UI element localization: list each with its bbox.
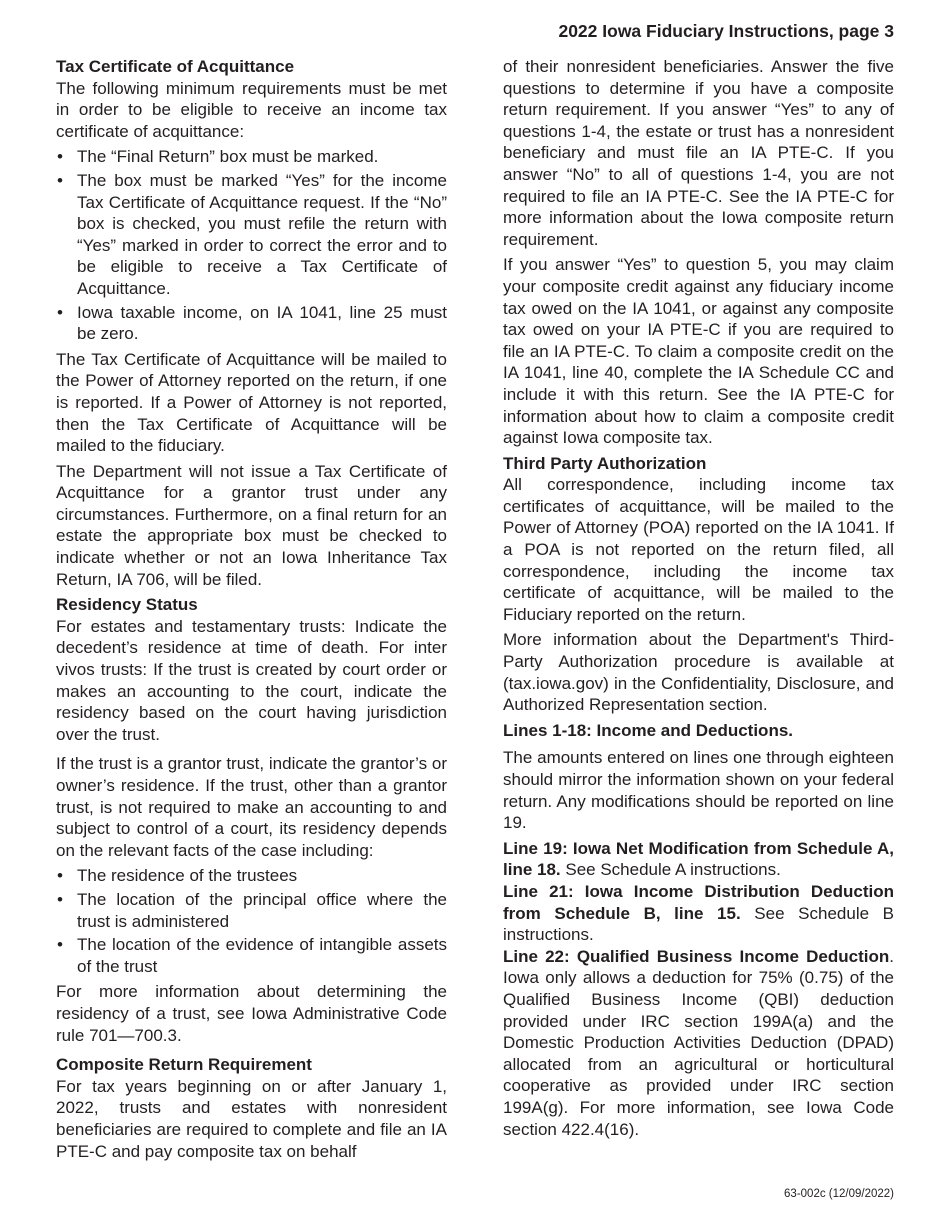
composite-paragraph: For tax years beginning on or after January 1, 2022, trusts and estates with nonresident beneficiaries are required to complete and file an IA PTE-C and pay composite tax on behalf [56, 1076, 447, 1161]
residency-grantor-paragraph: If the trust is a grantor trust, indicate the grantor’s or owner’s residence. If the trust, other than a grantor trust, is not required to make an accounting to and subject to control of a court, its residency depends on the relevant facts of the case including: [56, 754, 447, 860]
list-item: • The “Final Return” box must be marked. [77, 146, 447, 168]
residency-estates-paragraph: For estates and testamentary trusts: Indicate the decedent’s residence at time of death. For inter vivos trusts: If the trust is created by court order or makes an accounting to the court, indicate the residency based on the court having jurisdiction over the trust. [56, 616, 447, 744]
third-party-more-info: More information about the Department's Third-Party Authorization procedure is available at (tax.iowa.gov) in the Confidentiality, Disclosure, and Authorized Representation section. [503, 630, 894, 715]
line-22-label: Line 22: Qualified Business Income Deduction [503, 946, 890, 966]
page-header: 2022 Iowa Fiduciary Instructions, page 3 [558, 21, 894, 41]
list-item: • Iowa taxable income, on IA 1041, line 25 must be zero. [77, 302, 447, 345]
composite-continued: of their nonresident beneficiaries. Answer the five questions to determine if you have a composite return requirement. If you answer “Yes” to any of questions 1-4, the estate or trust has a nonresident beneficiary and must file an IA PTE-C. If you answer “No” to all of questions 1-4, you are not required to file an IA PTE-C. See the IA PTE-C for more information about the Iowa composite return requirement. [503, 57, 894, 249]
lines-1-18-heading: Lines 1-18: Income and Deductions. [503, 720, 794, 740]
tca-intro: The following minimum requirements must be met in order to be eligible to receive an income tax certificate of acquittance: [56, 78, 447, 141]
composite-heading: Composite Return Requirement [56, 1055, 312, 1075]
tca-grantor-paragraph: The Department will not issue a Tax Certificate of Acquittance for a grantor trust under any circumstances. Furthermore, on a final return for an estate the appropriate box must be checked to indicate whether or not an Iowa Inheritance Tax Return, IA 706, will be filed. [56, 461, 447, 589]
form-id-footer: 63-002c (12/09/2022) [784, 1188, 894, 1200]
list-item: • The box must be marked “Yes” for the income Tax Certificate of Acquittance request. If the “No” box is checked, you must refile the return with “Yes” marked in order to correct the error and to be eligible to receive a Tax Certificate of Acquittance. [77, 170, 447, 300]
line-21-paragraph [503, 881, 894, 946]
left-column [56, 56, 447, 1166]
line-22-paragraph [503, 946, 894, 1140]
residency-heading: Residency Status [56, 595, 198, 615]
line-21-text: See Schedule B instructions. [503, 903, 894, 945]
tca-requirements-list [56, 146, 447, 344]
line-21-label: Line 21: Iowa Income Distribution Deduction from Schedule B, line 15. [503, 881, 894, 923]
list-item: • The residence of the trustees [77, 865, 447, 887]
tca-heading: Tax Certificate of Acquittance [56, 57, 295, 76]
line-19-text: See Schedule A instructions. [560, 860, 781, 880]
composite-credit-paragraph: If you answer “Yes” to question 5, you may claim your composite credit against any fiduciary income tax owed on the IA 1041, or against any composite tax owed on your IA PTE-C if you are required to file an IA PTE-C. To claim a composite credit on the IA 1041, line 40, complete the IA Schedule CC and include it with this return. See the IA PTE-C for information about how to claim a composite credit against Iowa composite tax. [503, 255, 894, 448]
list-item: • The location of the evidence of intangible assets of the trust [77, 934, 447, 977]
third-party-heading: Third Party Authorization [503, 453, 707, 473]
line-22-text: . Iowa only allows a deduction for 75% (0.75) of the Qualified Business Income (QBI) deduction provided under IRC section 199A(a) and the Domestic Production Activities Deduction (DPAD) allocated from an agricultural or horticultural cooperative as provided under IRC section 199A(g). For more information, see Iowa Code section 422.4(16). [503, 946, 894, 1139]
line-19-label: Line 19: Iowa Net Modification from Schedule A, line 18. [503, 838, 894, 880]
residency-more-info: For more information about determining the residency of a trust, see Iowa Administrative Code rule 701—700.3. [56, 982, 447, 1045]
residency-facts-list [56, 865, 447, 977]
list-item: • The location of the principal office where the trust is administered [77, 889, 447, 932]
right-column [503, 56, 894, 1144]
third-party-paragraph: All correspondence, including income tax certificates of acquittance, will be mailed to the Power of Attorney (POA) reported on the IA 1041. If a POA is not reported on the return filed, all correspondence, including the income tax certificate of acquittance, will be mailed to the Fiduciary reported on the return. [503, 475, 894, 624]
tca-mailing-paragraph: The Tax Certificate of Acquittance will be mailed to the Power of Attorney reported on the return, if one is reported. If a Power of Attorney is not reported, then the Tax Certificate of Acquittance will be mailed to the fiduciary. [56, 349, 447, 456]
lines-1-18-paragraph: The amounts entered on lines one through eighteen should mirror the information shown on your federal return. Any modifications should be reported on line 19. [503, 748, 894, 833]
line-19-paragraph [503, 838, 894, 881]
